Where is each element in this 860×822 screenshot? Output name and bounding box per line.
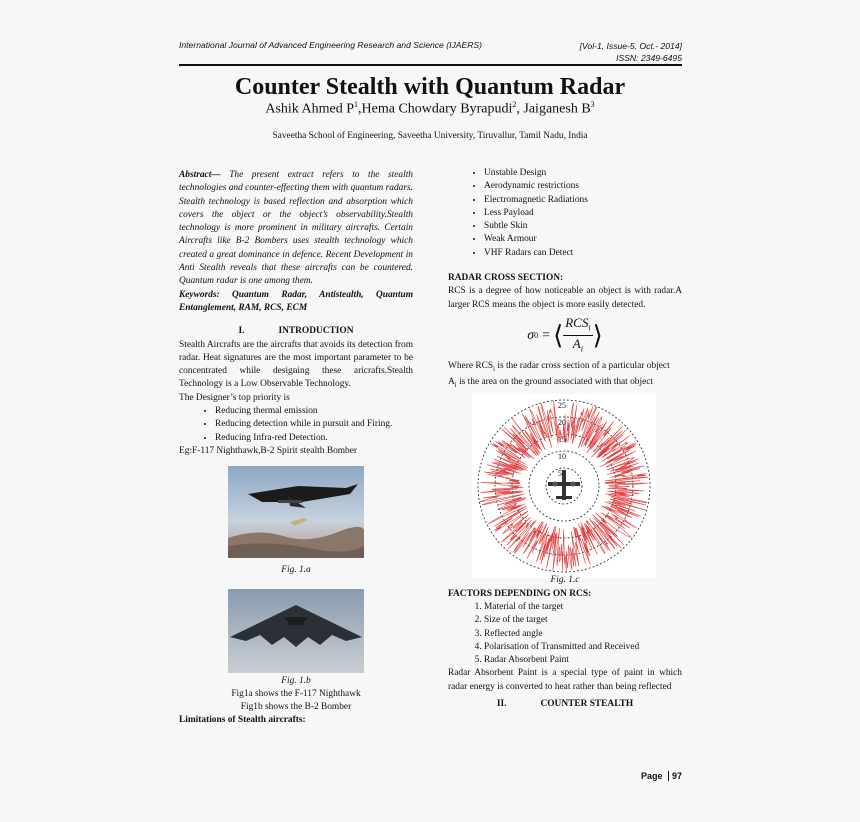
rcs-heading: RADAR CROSS SECTION:	[448, 273, 564, 284]
author-1: Ashik Ahmed P	[265, 101, 355, 117]
polar-label: 5	[558, 469, 562, 479]
where-area-sub: i	[454, 381, 457, 390]
formula-bracket-left: ⟨	[553, 321, 564, 351]
author-list	[0, 100, 860, 118]
rcs-polar-plot	[472, 394, 656, 578]
affiliation: Saveetha School of Engineering, Saveetha University, Tiruvallur, Tamil Nadu, India	[272, 131, 588, 141]
list-item: • Subtle Skin	[484, 220, 682, 233]
list-item: • Less Payload	[484, 207, 682, 220]
list-item: • Aerodynamic restrictions	[484, 180, 682, 193]
priority-list	[179, 405, 413, 445]
intro-num: I.	[238, 326, 245, 337]
list-item: • Unstable Design	[484, 167, 682, 180]
polar-labels	[558, 401, 566, 478]
issue-info	[580, 40, 682, 64]
factors-heading: FACTORS DEPENDING ON RCS:	[448, 588, 592, 599]
author-2-sup: 2	[512, 100, 517, 109]
where-rcs-sub: i	[493, 364, 495, 373]
formula-numerator: RCS	[565, 314, 589, 330]
fig-1c-caption: Fig. 1.c	[550, 575, 580, 586]
list-item: 1. Material of the target	[484, 601, 682, 614]
polar-label: 25	[558, 401, 566, 411]
b2-photo	[228, 589, 364, 673]
list-item: 4. Polarisation of Transmitted and Received	[484, 641, 682, 654]
intro-title: INTRODUCTION	[278, 326, 354, 337]
paper-title: Counter Stealth with Quantum Radar	[234, 74, 626, 100]
where-area: A	[448, 377, 455, 388]
author-1-sup: 1	[354, 100, 359, 109]
formula-bracket-right: ⟩	[592, 321, 603, 351]
formula-sigma: σ	[527, 328, 535, 344]
rcs-where	[448, 360, 682, 376]
where-area-text: is the area on the ground associated with that object	[456, 377, 654, 388]
limitations-list	[448, 167, 682, 260]
list-item: • Reducing Infra-red Detection.	[215, 432, 413, 445]
fig-1a-note: Fig1a shows the F-117 Nighthawk	[231, 688, 361, 699]
where-rcs-text: is the radar cross section of a particular object	[495, 360, 670, 371]
intro-heading	[179, 325, 413, 338]
volume-info: [Vol-1, Issue-5, Oct.- 2014]	[579, 41, 682, 51]
formula-fraction	[563, 315, 592, 357]
rcs-formula	[448, 312, 682, 360]
author-3-sup: 3	[590, 100, 595, 109]
section-2-title: COUNTER STEALTH	[540, 698, 634, 709]
abstract-label: Abstract—	[179, 170, 221, 180]
f117-photo	[228, 466, 364, 558]
author-2: ,Hema Chowdary Byrapudi	[358, 101, 513, 117]
formula-num-sub: i	[588, 323, 591, 333]
polar-label: 10	[558, 452, 566, 462]
abstract-text: The present extract refers to the stealth technologies and counter-effecting them with quantum radars. Stealth technology is based reflection and absorption which covers the object or the object’s observability.Stealth technology is more prominent in military aircrafts. Certain Aircrafts like B-2 Bombers uses stealth technology which created a great dominance in defence. Recent Development in Anti Stealth reveals that these aircrafts can be countered. Quantum radar is one among them.	[179, 170, 413, 287]
journal-name: International Journal of Advanced Engineering Research and Science (IJAERS)	[179, 40, 483, 50]
ram-paragraph: Radar Absorbent Paint is a special type of paint in which radar energy is converted to heat rather than being reflected	[448, 668, 682, 692]
factors-list	[448, 601, 682, 667]
limitations-heading: Limitations of Stealth aircrafts:	[179, 715, 306, 726]
section-2-num: II.	[496, 698, 507, 709]
fig-1b-caption: Fig. 1.b	[281, 675, 311, 686]
list-item: 2. Size of the target	[484, 614, 682, 627]
page-footer	[641, 771, 682, 781]
list-item: • Electromagnetic Radiations	[484, 194, 682, 207]
right-column	[448, 167, 682, 711]
list-item: • Weak Armour	[484, 233, 682, 246]
left-column	[179, 169, 413, 728]
intro-paragraph: Stealth Aircrafts are the aircrafts that avoids its detection from radar. Heat signatures are the most important parameter to be concentrated while designing these aricrafts.Stealth Technology is a Low Observable Technology.	[179, 339, 413, 390]
issn: ISSN: 2349-6495	[616, 53, 682, 63]
polar-label: 15	[558, 435, 566, 445]
keywords: Keywords: Quantum Radar, Antistealth, Quantum Entanglement, RAM, RCS, ECM	[179, 289, 413, 313]
section-2-heading	[448, 698, 682, 711]
formula-den-sub: i	[580, 345, 583, 355]
page-number: 97	[668, 771, 682, 781]
list-item: • Reducing thermal emission	[215, 405, 413, 418]
page-label: Page	[640, 771, 663, 781]
header-rule	[179, 64, 682, 66]
list-item: • VHF Radars can Detect	[484, 247, 682, 260]
example-aircraft: Eg:F-117 Nighthawk,B-2 Spirit stealth Bomber	[179, 445, 358, 456]
formula-sup: 0	[534, 331, 539, 341]
area-where	[448, 376, 682, 392]
aircraft-icon	[548, 470, 580, 500]
list-item: • Reducing detection while in pursuit and Firing.	[215, 418, 413, 431]
abstract	[179, 169, 413, 289]
rcs-paragraph: RCS is a degree of how noticeable an object is with radar.A larger RCS means the object is more easily detected.	[448, 286, 682, 310]
list-item: 3. Reflected angle	[484, 628, 682, 641]
list-item: 5. Radar Absorbent Paint	[484, 654, 682, 667]
fig-1b-note: Fig1b shows the B-2 Bomber	[240, 702, 352, 713]
formula-denominator: A	[572, 336, 581, 352]
polar-label: 20	[558, 418, 566, 428]
where-rcs: Where RCS	[448, 360, 494, 371]
author-3: , Jaiganesh B	[516, 101, 591, 117]
formula-equals: =	[542, 328, 551, 344]
fig-1a-caption: Fig. 1.a	[281, 565, 311, 576]
intro-priority: The Designer’s top priority is	[179, 392, 290, 403]
